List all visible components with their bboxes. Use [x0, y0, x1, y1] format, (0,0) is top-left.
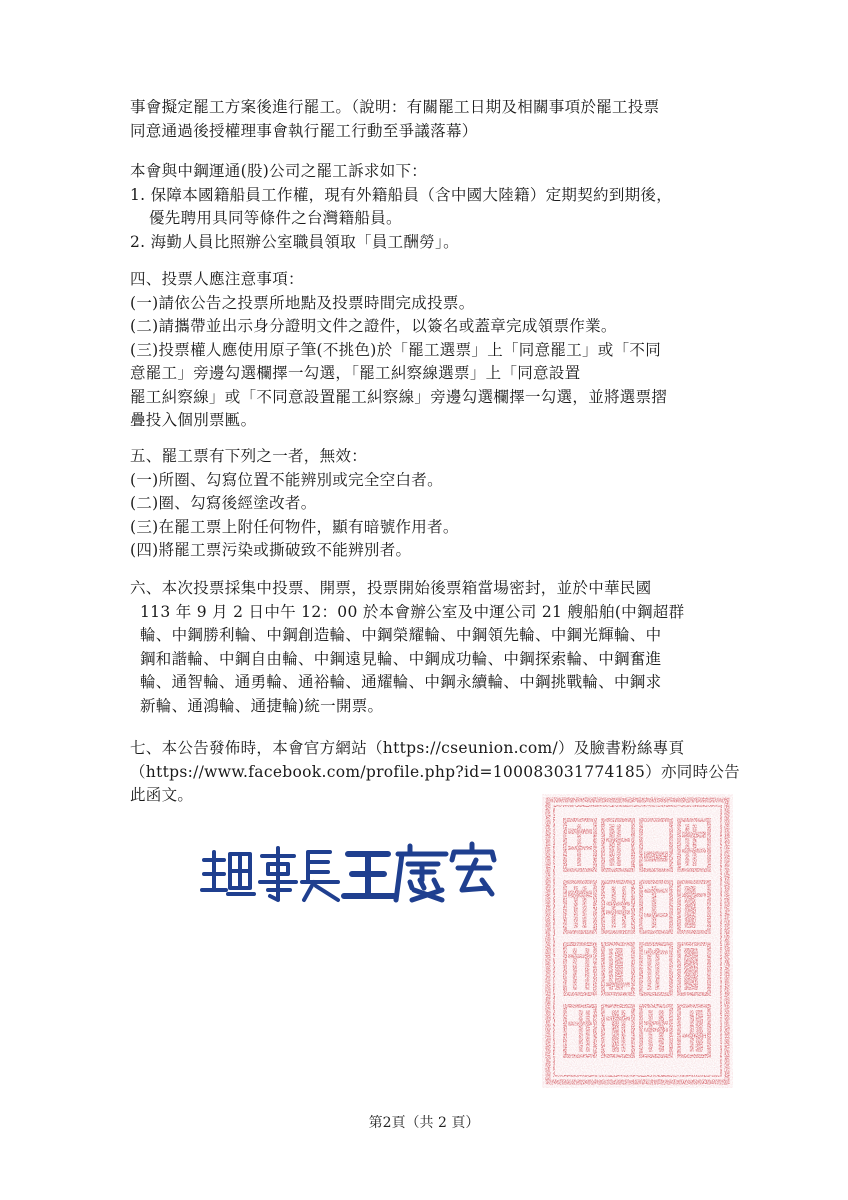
- section-4: [130, 268, 725, 433]
- chairman-signature: [198, 838, 498, 908]
- text-line: 113 年 9 月 2 日中午 12：00 於本會辦公室及中運公司 21 艘船舶(中鋼超群: [140, 602, 685, 621]
- demand-item: 1. 保障本國籍船員工作權，現有外籍船員（含中國大陸籍）定期契約到期後，: [130, 185, 673, 204]
- text-line: 七、本公告發佈時，本會官方網站（https://cseunion.com/）及臉書粉絲專頁: [130, 739, 685, 757]
- text-line: 意罷工」旁邊勾選欄擇一勾選，「罷工糾察線選票」上「同意設置: [130, 364, 581, 382]
- text-line: 六、本次投票採集中投票、開票，投票開始後票箱當場密封，並於中華民國: [130, 579, 652, 597]
- text-line: 罷工糾察線」或「不同意設置罷工糾察線」旁邊勾選欄擇一勾選，並將選票摺: [130, 387, 668, 406]
- text-line: 事會擬定罷工方案後進行罷工。（說明：有關罷工日期及相關事項於罷工投票: [130, 98, 660, 116]
- text-line: (一)所圈、勾寫位置不能辨別或完全空白者。: [130, 470, 443, 489]
- demand-item: 2. 海勤人員比照辦公室職員領取「員工酬勞」。: [130, 232, 459, 251]
- page-footer: 第2頁（共 2 頁）: [368, 1115, 480, 1131]
- text-line: 輪、通智輪、通勇輪、通裕輪、通耀輪、中鋼永續輪、中鋼挑戰輪、中鋼求: [140, 673, 662, 691]
- demand-item-continued: 優先聘用具同等條件之台灣籍船員。: [149, 209, 402, 227]
- text-line: 疊投入個別票匭。: [130, 411, 257, 429]
- text-line: (三)在罷工票上附任何物件，顯有暗號作用者。: [130, 517, 459, 536]
- text-line: (二)請攜帶並出示身分證明文件之證件，以簽名或蓋章完成領票作業。: [130, 317, 617, 335]
- text-line: （https://www.facebook.com/profile.php?id=100083031774185）亦同時公告: [130, 762, 740, 781]
- section-5: [130, 445, 725, 563]
- text-line: 鋼和諧輪、中鋼自由輪、中鋼遠見輪、中鋼成功輪、中鋼探索輪、中鋼奮進: [140, 649, 662, 668]
- text-line: 此函文。: [130, 786, 194, 804]
- text-line: 輪、中鋼勝利輪、中鋼創造輪、中鋼榮耀輪、中鋼領先輪、中鋼光輝輪、中: [140, 626, 662, 644]
- section-5-heading: 五、罷工票有下列之一者，無效：: [130, 447, 368, 465]
- demands-section: [130, 160, 725, 254]
- text-line: 新輪、通鴻輪、通捷輪)統一開票。: [140, 696, 384, 715]
- text-line: (四)將罷工票污染或撕破致不能辨別者。: [130, 541, 412, 559]
- section-4-heading: 四、投票人應注意事項：: [130, 270, 304, 288]
- section-6: [130, 577, 725, 718]
- intro-paragraph: [130, 96, 725, 143]
- text-line: 同意通過後授權理事會執行罷工行動至爭議落幕）: [130, 121, 478, 140]
- union-seal-stamp: [540, 792, 735, 1090]
- demands-heading: 本會與中鋼運通(股)公司之罷工訴求如下：: [130, 162, 428, 180]
- text-line: (一)請依公告之投票所地點及投票時間完成投票。: [130, 293, 475, 312]
- text-line: (二)圈、勾寫後經塗改者。: [130, 494, 317, 512]
- text-line: (三)投票權人應使用原子筆(不挑色)於「罷工選票」上「同意罷工」或「不同: [130, 340, 661, 359]
